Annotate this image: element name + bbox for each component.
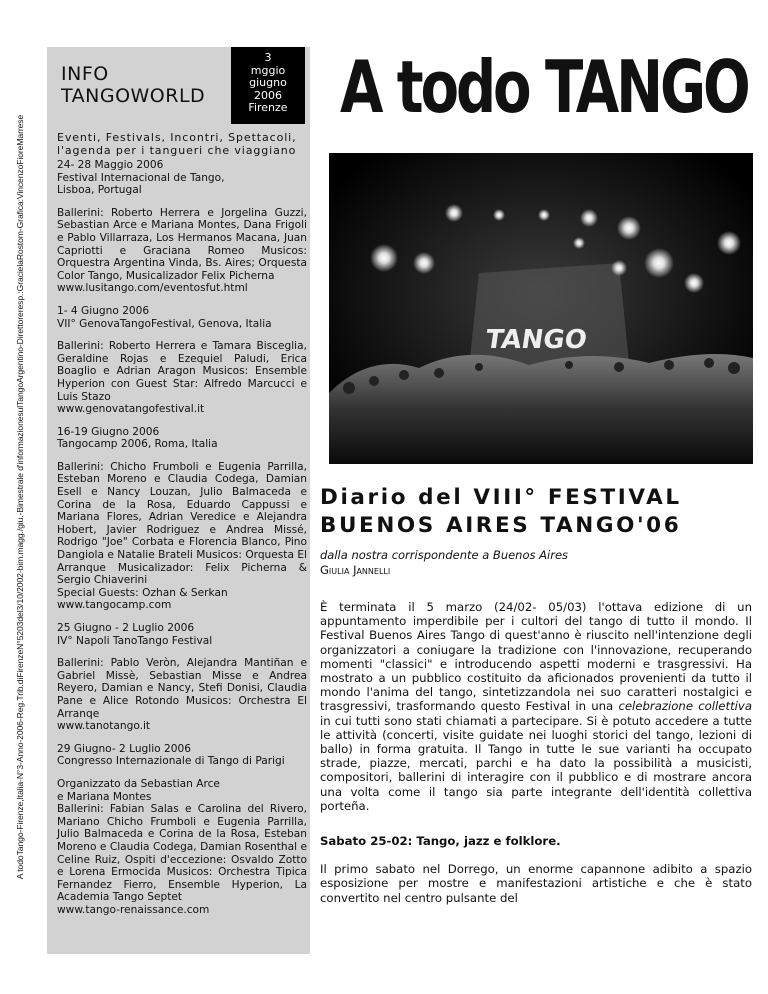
- paragraph-text: in cui tutti sono stati chiamati a partecipare. Si è potuto accedere a tutte le attività (concerti, visite guidate nei luoghi storici del tango, lezioni di ballo) in forma gratuita. Il Tango in tutte le sue varianti ha occupato strade, piazze, mercati, parchi e ha dato la possibilità a musicisti, compositori, ballerini di interagire con il pubblico e di mostrare ancora una volta come il tango sia parte integrante dell'identità collettiva porteña.: [320, 713, 752, 813]
- masthead-title: A todo TANGO: [340, 45, 748, 129]
- byline-text: dalla nostra corrispondente a Buenos Aires: [320, 548, 569, 562]
- issue-year: 2006: [254, 88, 282, 102]
- article-title-line1: Diario del VIII° FESTIVAL: [320, 485, 682, 510]
- event-header: 25 Giugno - 2 Luglio 2006 IV° Napoli TanoTango Festival: [57, 622, 213, 647]
- crowd-photo-illustration: [329, 153, 753, 464]
- sidebar-title-line1: INFO: [61, 63, 109, 85]
- sidebar-title-line2: TANGOWORLD: [61, 85, 206, 107]
- event-list: [57, 159, 307, 926]
- stage-sign-text: TANGO: [483, 325, 589, 355]
- event-header: 1- 4 Giugno 2006 VII° GenovaTangoFestival, Genova, Italia: [57, 304, 272, 330]
- event-body: Ballerini: Chicho Frumboli e Eugenia Parrilla, Esteban Moreno e Claudia Codega, Damian Esell e Nancy Louzan, Julio Balmaceda e Corina de la Rosa, Eduardo Cappussi e Mariana Flores, Adrian Veredice e Alejandra Hobert, Javier Rodriguez e Andrea Missé, Rodrigo "Joe" Corbata e Florencia Blanco, Pino Dangiola e Natalie Brateli Musicos: Orquesta El Arranque Musicalizador: Felix Picherna & Sergio Chiaverini Special Guests: Ozhan & Serkan www.tangocamp.com: [57, 460, 307, 612]
- article-paragraph: Il primo sabato nel Dorrego, un enorme capannone adibito a spazio esposizione per mostre e manifestazioni artistiche e che è stato convertito nel centro pulsante del: [320, 862, 752, 905]
- sidebar-title: [61, 63, 205, 107]
- event-header: 16-19 Giugno 2006 Tangocamp 2006, Roma, Italia: [57, 425, 218, 451]
- festival-crowd-photo: [329, 153, 753, 464]
- event-item: [57, 159, 307, 295]
- event-header: 24- 28 Maggio 2006 Festival Internacional de Tango, Lisboa, Portugal: [57, 159, 225, 197]
- article-title-line2: BUENOS AIRES TANGO'06: [320, 513, 682, 538]
- issue-month2: giugno: [249, 76, 287, 89]
- event-item: [57, 305, 307, 416]
- paragraph-text: È terminata il 5 marzo (24/02- 05/03) l'ottava edizione di un appuntamento imperdibile per i cultori del tango di tutto il mondo. Il Festival Buenos Aires Tango di quest'anno è riuscito nell'intenzione degli organizzatori a coniugare la tradizione con l'innovazione, recuperando momenti "classici" e introducendo aspetti moderni e trasgressivi. Ha mostrato a un pubblico costituito da aficionados provenienti da tutto il mondo l'anima del tango, sintetizzandola nei suo caratteri nostalgici e trasgressivi, trasformando questo Festival in una: [320, 600, 752, 714]
- event-item: [57, 622, 307, 733]
- colophon-text: A todoTango-Firenze,Italia-N°3-Anno-2006-Reg.Trib.diFirenzeN°5203del3/10/2002-bim.magg./giu.-Bimestrale d'informazionesulTangoArgentino-Direttoreresp.:GracielaRostom-Grafica:VincenzoFioreMarrese: [15, 114, 25, 880]
- article-paragraph: [320, 600, 752, 813]
- event-item: [57, 743, 307, 917]
- article-byline: [320, 548, 750, 578]
- author-name: Giulia Jannelli: [320, 563, 391, 577]
- emphasis-text: celebrazione collettiva: [618, 699, 752, 714]
- vertical-colophon: [0, 0, 40, 994]
- event-body: Ballerini: Roberto Herrera e Jorgelina Guzzi, Sebastian Arce e Mariana Montes, Dana Frigoli e Pablo Villarraza, Los Hermanos Macana, Juan Capriotti e Graciana Romeo Musicos: Orquestra Argentina Vinda, Bs. Aires; Orquesta Color Tango, Musicalizador Felix Picherna www.lusitango.com/eventosfut.html: [57, 206, 307, 295]
- issue-date-box: [231, 47, 305, 124]
- article-title: [320, 484, 750, 540]
- issue-month1: mggio: [250, 63, 286, 77]
- info-tangoworld-sidebar: [47, 47, 310, 954]
- event-body: Ballerini: Roberto Herrera e Tamara Bisceglia, Geraldine Rojas e Ezequiel Paludi, Erica Boaglio e Adrian Aragon Musicos: Ensemble Hyperion con Guest Star: Alfredo Marcucci e Luis Stazo www.genovatangofestival.it: [57, 340, 307, 416]
- event-item: [57, 426, 307, 612]
- issue-number: 3: [264, 51, 272, 64]
- event-header: 29 Giugno- 2 Luglio 2006 Congresso Internazionale di Tango di Parigi: [57, 742, 285, 768]
- event-body: Organizzato da Sebastian Arce e Mariana Montes Ballerini: Fabian Salas e Carolina del Rivero, Mariano Chicho Frumboli e Eugenia Parrilla, Julio Balmaceda e Corina de la Rosa, Esteban Moreno e Claudia Codega, Damian Rosenthal e Celine Ruiz, Ospiti d'eccezione: Osvaldo Zotto e Lorena Ermocida Musicos: Orchestra Tipica Fernandez Fierro, Ensemble Hyperion, La Academia Tango Septet www.tango-renaissance.com: [57, 777, 307, 916]
- issue-city: Firenze: [248, 101, 288, 114]
- article-subheading: Sabato 25-02: Tango, jazz e folklore.: [320, 834, 561, 849]
- sidebar-tagline: Eventi, Festivals, Incontri, Spettacoli, l'agenda per i tangueri che viaggiano: [57, 131, 297, 157]
- event-body: Ballerini: Pablo Veròn, Alejandra Mantiñan e Gabriel Missè, Sebastian Misse e Andrea Reyero, Damian e Nancy, Stefi Donisi, Claudia Pane e Alice Rotondo Musicos: Orchestra El Arranqe www.tanotango.it: [57, 657, 307, 733]
- article-body: [320, 600, 752, 919]
